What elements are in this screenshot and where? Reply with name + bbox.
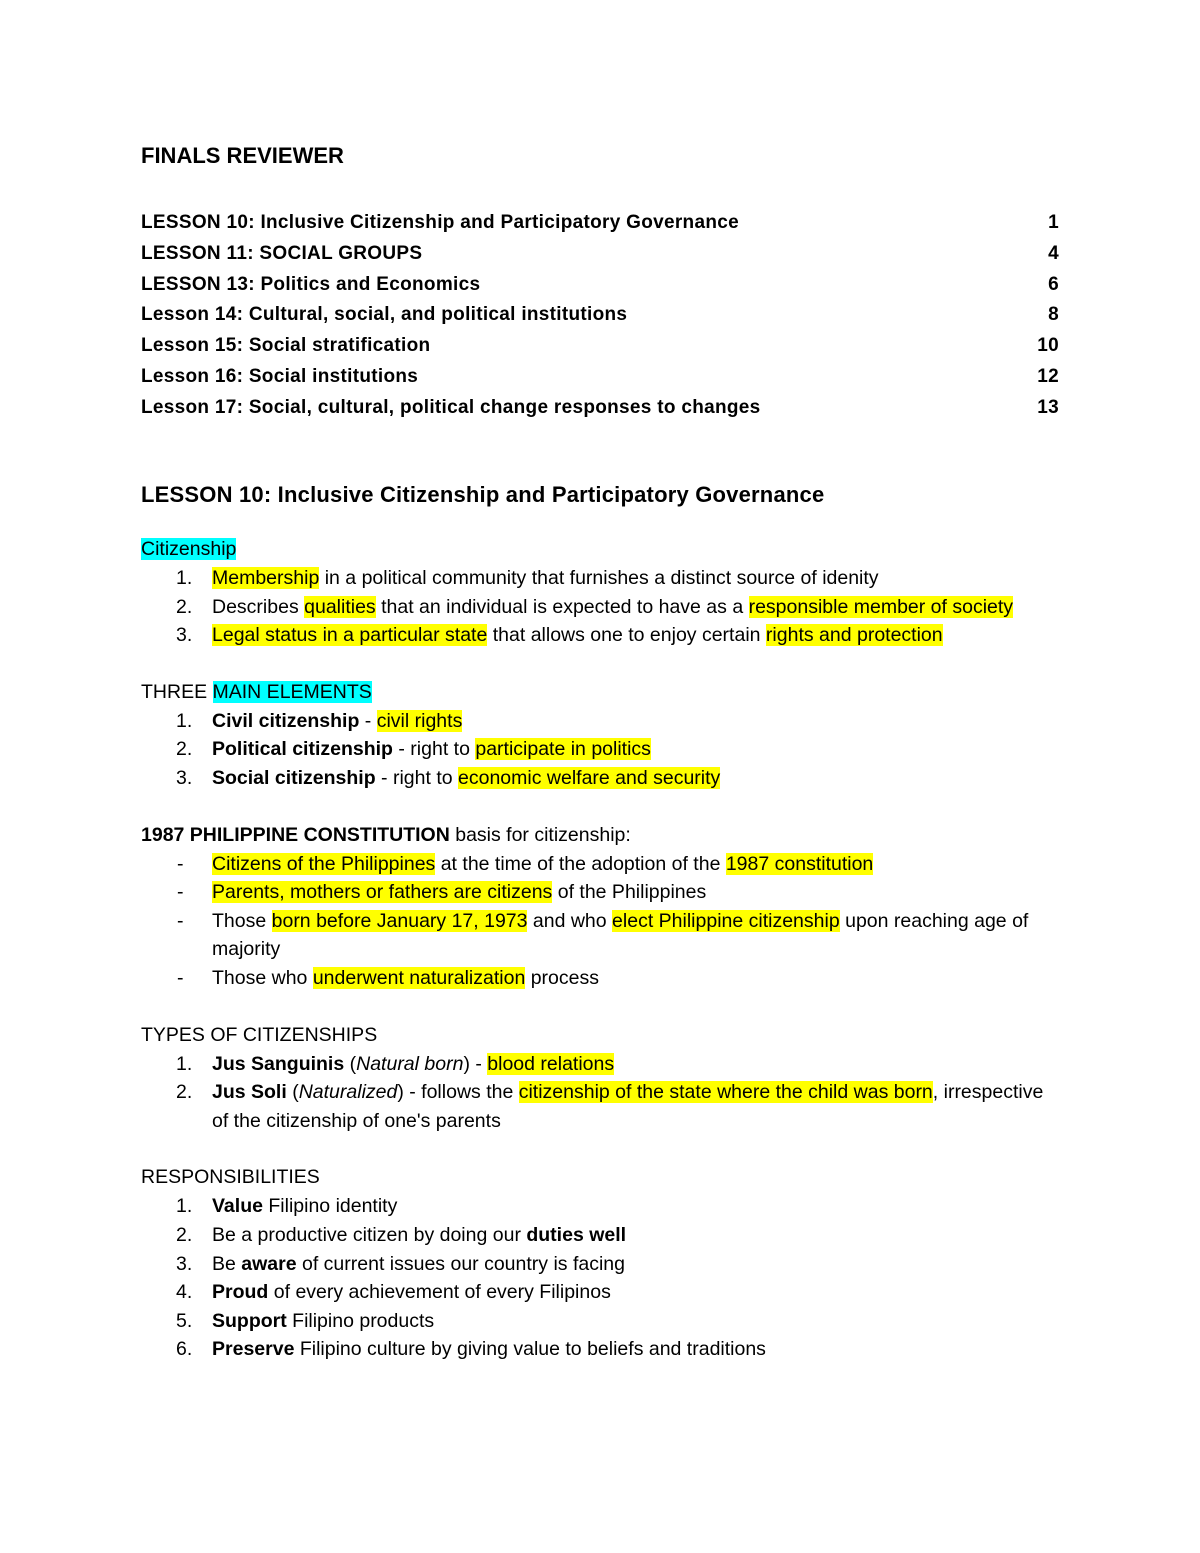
citizenship-list (141, 564, 1061, 650)
elements-title-highlight: MAIN ELEMENTS (212, 680, 372, 703)
toc-entry-page: 4 (1048, 242, 1059, 264)
highlighted-text: 1987 constitution (725, 852, 874, 875)
list-number: 4. (176, 1281, 193, 1304)
term: aware (241, 1252, 297, 1275)
item-text: Filipino products (286, 1309, 435, 1332)
elements-title (141, 678, 1061, 707)
item-text: ( (286, 1081, 299, 1104)
highlighted-text: underwent naturalization (312, 966, 526, 989)
list-item (141, 1078, 1061, 1135)
constitution-title (141, 821, 1061, 850)
toc-entry-label: Lesson 14: Cultural, social, and political institutions (141, 304, 628, 326)
list-item (141, 707, 1061, 736)
list-item (141, 1335, 1061, 1364)
list-number: 6. (176, 1338, 193, 1361)
list-dash: - (177, 966, 184, 989)
item-text: of current issues our country is facing (296, 1252, 625, 1275)
highlighted-text: economic welfare and security (458, 766, 721, 789)
citizenship-title (141, 535, 1061, 564)
italic-text: Naturalized (298, 1081, 398, 1104)
toc-entry-page: 8 (1048, 304, 1059, 326)
list-item (141, 621, 1061, 650)
highlighted-text: participate in politics (475, 738, 651, 761)
term: Value (212, 1195, 263, 1218)
item-text: ) - follows the (397, 1081, 519, 1104)
item-text: , irrespective of the citizenship of one's parents (212, 1081, 1044, 1132)
toc-entry-page: 6 (1048, 273, 1059, 295)
constitution-list (141, 850, 1061, 993)
list-item (141, 735, 1061, 764)
list-number: 2. (176, 595, 193, 618)
list-item (141, 1250, 1061, 1279)
elements-list (141, 707, 1061, 793)
item-text: and who (527, 909, 613, 932)
list-number: 3. (176, 766, 193, 789)
list-number: 1. (176, 1052, 193, 1075)
item-text: ( (344, 1052, 357, 1075)
item-text: Filipino identity (262, 1195, 398, 1218)
list-number: 2. (176, 1223, 193, 1246)
highlighted-text: Membership (212, 567, 320, 589)
toc-entry-label: LESSON 10: Inclusive Citizenship and Participatory Governance (141, 212, 739, 233)
section-heading: LESSON 10: Inclusive Citizenship and Participatory Governance (141, 482, 825, 507)
item-text: - right to (392, 738, 476, 761)
highlighted-text: responsible member of society (748, 595, 1014, 618)
types-title: TYPES OF CITIZENSHIPS (141, 1023, 378, 1046)
item-text: process (525, 966, 599, 989)
list-item (141, 907, 1061, 964)
list-number: 2. (176, 738, 193, 761)
list-item (141, 878, 1061, 907)
term: Proud (212, 1281, 269, 1304)
list-item (141, 1050, 1061, 1079)
toc-entry-page: 1 (1048, 212, 1059, 233)
item-text: at the time of the adoption of the (435, 852, 726, 875)
toc-entry-label: Lesson 17: Social, cultural, political change responses to changes (141, 396, 761, 418)
responsibilities-title: RESPONSIBILITIES (141, 1166, 320, 1189)
list-item (141, 593, 1061, 622)
term: Jus Soli (212, 1081, 287, 1104)
citizenship-title-text: Citizenship (141, 538, 237, 560)
list-number: 2. (176, 1081, 193, 1104)
toc-entry[interactable] (141, 300, 1059, 331)
toc-entry-label: Lesson 16: Social institutions (141, 365, 419, 387)
list-item (141, 964, 1061, 993)
term: Social citizenship (212, 766, 376, 789)
list-item (141, 1307, 1061, 1336)
responsibilities-list (141, 1192, 1061, 1364)
table-of-contents (141, 208, 1059, 424)
toc-entry-page: 10 (1037, 335, 1059, 357)
highlighted-text: qualities (304, 595, 376, 618)
toc-entry[interactable] (141, 270, 1059, 301)
term: Political citizenship (212, 738, 393, 761)
types-list (141, 1050, 1061, 1136)
list-item (141, 1278, 1061, 1307)
highlighted-text: elect Philippine citizenship (612, 909, 840, 932)
item-text: - (359, 709, 377, 732)
list-dash: - (177, 881, 184, 904)
highlighted-text: Citizens of the Philippines (212, 852, 436, 875)
term: Civil citizenship (212, 709, 360, 732)
term: duties well (526, 1223, 627, 1246)
item-text: Filipino culture by giving value to beliefs and traditions (294, 1338, 766, 1361)
highlighted-text: citizenship of the state where the child was born (518, 1081, 933, 1104)
list-number: 5. (176, 1309, 193, 1332)
list-number: 1. (176, 1195, 193, 1218)
item-text: of every achievement of every Filipinos (268, 1281, 611, 1304)
highlighted-text: civil rights (376, 709, 463, 732)
highlighted-text: born before January 17, 1973 (271, 909, 528, 932)
toc-entry[interactable] (141, 362, 1059, 393)
elements-title-prefix: THREE (141, 680, 213, 703)
toc-entry-page: 12 (1037, 365, 1059, 387)
toc-entry-label: Lesson 15: Social stratification (141, 335, 431, 357)
item-text: that allows one to enjoy certain (487, 624, 766, 647)
document-title: FINALS REVIEWER (141, 143, 344, 168)
item-text: Those (212, 909, 272, 932)
toc-entry-label: LESSON 11: SOCIAL GROUPS (141, 242, 423, 264)
list-number: 1. (176, 567, 193, 589)
item-text: of the Philippines (552, 881, 707, 904)
item-text: upon reaching age of majority (212, 909, 1029, 961)
lesson10-section (141, 477, 1061, 1364)
list-number: 3. (176, 624, 193, 647)
toc-entry-page: 13 (1037, 396, 1059, 418)
item-text: Those who (212, 966, 313, 989)
toc-entry[interactable] (141, 208, 1059, 239)
term: Jus Sanguinis (212, 1052, 345, 1075)
list-dash: - (177, 909, 184, 932)
constitution-title-bold: 1987 PHILIPPINE CONSTITUTION (141, 823, 450, 846)
highlighted-text: blood relations (487, 1052, 615, 1075)
toc-entry-label: LESSON 13: Politics and Economics (141, 273, 481, 295)
item-text: that an individual is expected to have as a (375, 595, 749, 618)
list-item (141, 564, 1061, 593)
item-text: - right to (375, 766, 459, 789)
highlighted-text: rights and protection (765, 624, 943, 647)
list-dash: - (177, 852, 184, 875)
item-text: Be a productive citizen by doing our (212, 1223, 527, 1246)
item-text: ) - (463, 1052, 488, 1075)
item-text: in a political community that furnishes a distinct source of idenity (319, 567, 879, 589)
term: Support (212, 1309, 287, 1332)
highlighted-text: Legal status in a particular state (212, 624, 488, 647)
list-item (141, 1221, 1061, 1250)
list-number: 3. (176, 1252, 193, 1275)
list-item (141, 1192, 1061, 1221)
highlighted-text: Parents, mothers or fathers are citizens (212, 881, 553, 904)
list-number: 1. (176, 709, 193, 732)
toc-entry[interactable] (141, 331, 1059, 362)
italic-text: Natural born (356, 1052, 464, 1075)
item-text: Be (212, 1252, 242, 1275)
term: Preserve (212, 1338, 295, 1361)
toc-entry[interactable] (141, 239, 1059, 270)
list-item (141, 764, 1061, 793)
list-item (141, 850, 1061, 879)
item-text: Describes (212, 595, 305, 618)
constitution-title-rest: basis for citizenship: (449, 823, 631, 846)
toc-entry[interactable] (141, 393, 1059, 424)
